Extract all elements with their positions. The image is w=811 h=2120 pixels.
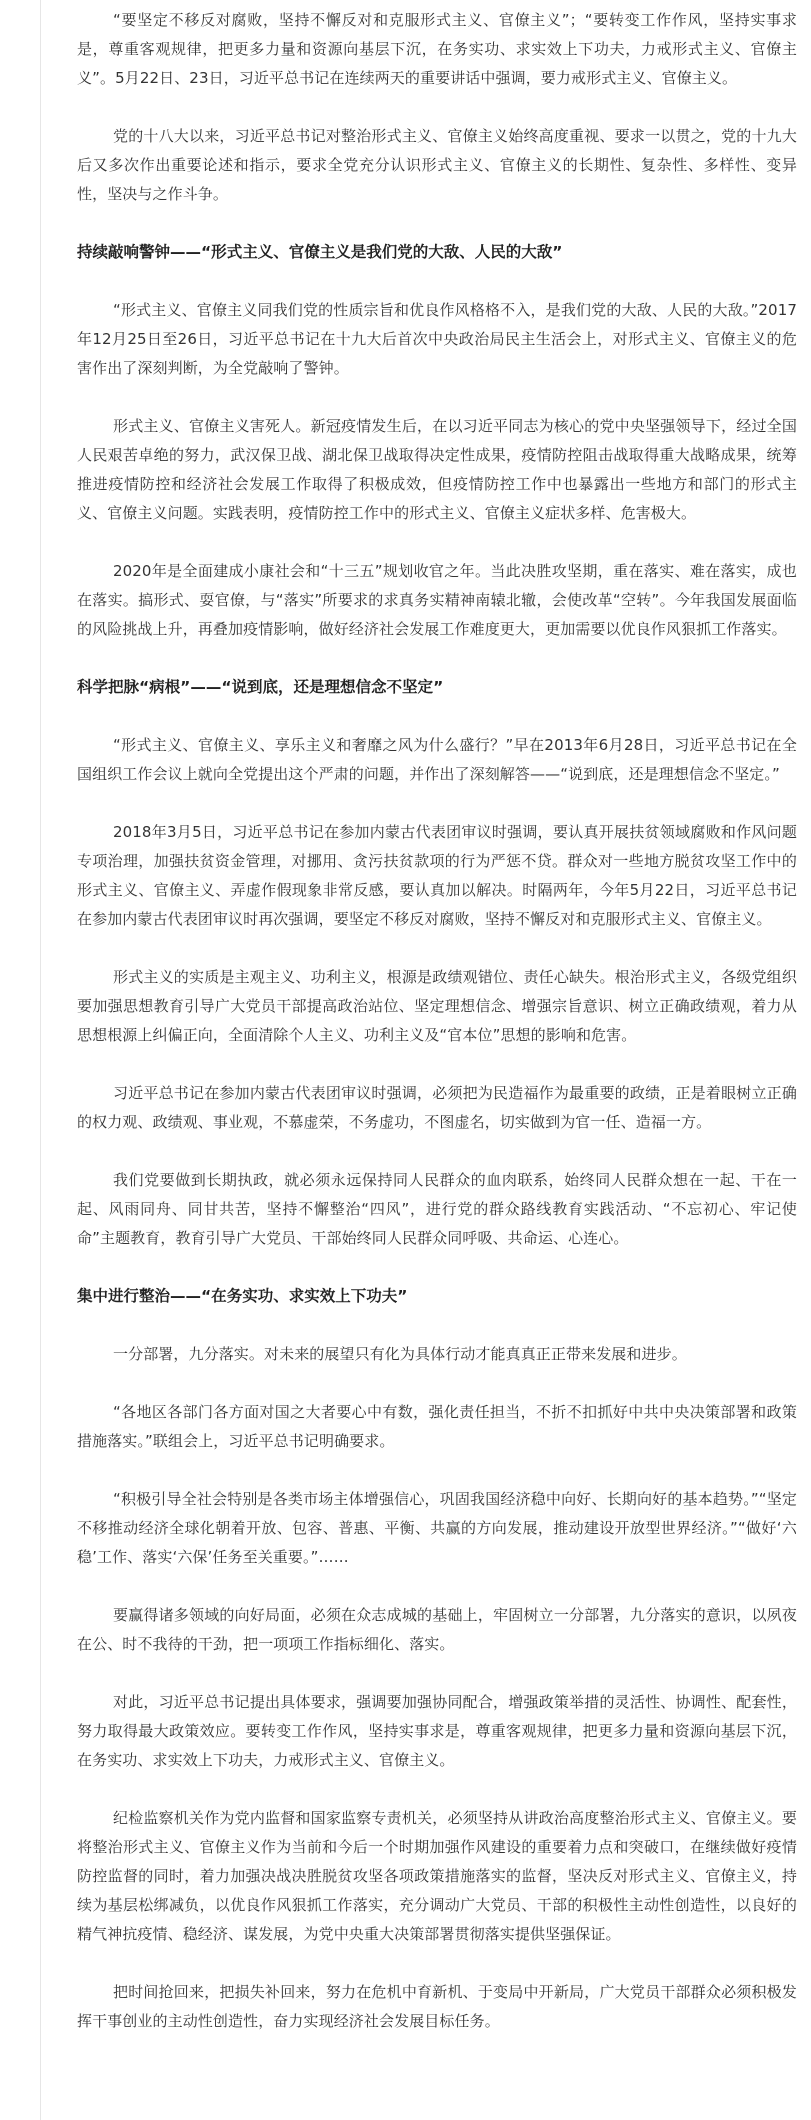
paragraph: 2018年3月5日，习近平总书记在参加内蒙古代表团审议时强调，要认真开展扶贫领域腐败和作风问题专项治理，加强扶贫资金管理，对挪用、贪污扶贫款项的行为严惩不贷。群众对一些地方脱贫攻坚工作中的形式主义、官僚主义、弄虚作假现象非常反感，要认真加以解决。时隔两年，今年5月22日，习近平总书记在参加内蒙古代表团审议时再次强调，要坚定不移反对腐败，坚持不懈反对和克服形式主义、官僚主义。 bbox=[77, 823, 797, 928]
paragraph: 把时间抢回来，把损失补回来，努力在危机中育新机、于变局中开新局，广大党员干部群众必须积极发挥干事创业的主动性创造性，奋力实现经济社会发展目标任务。 bbox=[77, 1983, 797, 2030]
paragraph: 党的十八大以来，习近平总书记对整治形式主义、官僚主义始终高度重视、要求一以贯之，党的十九大后又多次作出重要论述和指示，要求全党充分认识形式主义、官僚主义的长期性、复杂性、多样性、变异性，坚决与之作斗争。 bbox=[77, 127, 797, 203]
paragraph: 形式主义的实质是主观主义、功利主义，根源是政绩观错位、责任心缺失。根治形式主义，各级党组织要加强思想教育引导广大党员干部提高政治站位、坚定理想信念、增强宗旨意识、树立正确政绩观，着力从思想根源上纠偏正向，全面清除个人主义、功利主义及“官本位”思想的影响和危害。 bbox=[77, 968, 797, 1044]
section-heading: 集中进行整治——“在务实功、求实效上下功夫” bbox=[77, 1287, 408, 1305]
paragraph: 一分部署，九分落实。对未来的展望只有化为具体行动才能真真正正带来发展和进步。 bbox=[113, 1345, 687, 1363]
paragraph: “积极引导全社会特别是各类市场主体增强信心，巩固我国经济稳中向好、长期向好的基本趋势。”“坚定不移推动经济全球化朝着开放、包容、普惠、平衡、共赢的方向发展，推动建设开放型世界经济。”“做好‘六稳’工作、落实‘六保’任务至关重要。”…… bbox=[77, 1490, 797, 1566]
paragraph: “形式主义、官僚主义、享乐主义和奢靡之风为什么盛行？”早在2013年6月28日，习近平总书记在全国组织工作会议上就向全党提出这个严肃的问题，并作出了深刻解答——“说到底，还是理想信念不坚定。” bbox=[77, 736, 797, 783]
paragraph: 纪检监察机关作为党内监督和国家监察专责机关，必须坚持从讲政治高度整治形式主义、官僚主义。要将整治形式主义、官僚主义作为当前和今后一个时期加强作风建设的重要着力点和突破口，在继续做好疫情防控监督的同时，着力加强决战决胜脱贫攻坚各项政策措施落实的监督，坚决反对形式主义、官僚主义，持续为基层松绑减负，以优良作风狠抓工作落实，充分调动广大党员、干部的积极性主动性创造性，以良好的精气神抗疫情、稳经济、谋发展，为党中央重大决策部署贯彻落实提供坚强保证。 bbox=[77, 1809, 797, 1943]
paragraph: 我们党要做到长期执政，就必须永远保持同人民群众的血肉联系，始终同人民群众想在一起、干在一起、风雨同舟、同甘共苦，坚持不懈整治“四风”，进行党的群众路线教育实践活动、“不忘初心、牢记使命”主题教育，教育引导广大党员、干部始终同人民群众同呼吸、共命运、心连心。 bbox=[77, 1171, 797, 1247]
paragraph: 对此，习近平总书记提出具体要求，强调要加强协同配合，增强政策举措的灵活性、协调性、配套性，努力取得最大政策效应。要转变工作作风，坚持实事求是，尊重客观规律，把更多力量和资源向基层下沉，在务实功、求实效上下功夫，力戒形式主义、官僚主义。 bbox=[77, 1693, 797, 1769]
paragraph: “形式主义、官僚主义同我们党的性质宗旨和优良作风格格不入，是我们党的大敌、人民的大敌。”2017年12月25日至26日，习近平总书记在十九大后首次中央政治局民主生活会上，对形式主义、官僚主义的危害作出了深刻判断，为全党敲响了警钟。 bbox=[77, 301, 797, 377]
section-heading: 科学把脉“病根”——“说到底，还是理想信念不坚定” bbox=[77, 678, 444, 696]
article-body bbox=[40, 0, 801, 2120]
paragraph: 形式主义、官僚主义害死人。新冠疫情发生后，在以习近平同志为核心的党中央坚强领导下，经过全国人民艰苦卓绝的努力，武汉保卫战、湖北保卫战取得决定性成果，疫情防控阻击战取得重大战略成果，统筹推进疫情防控和经济社会发展工作取得了积极成效，但疫情防控工作中也暴露出一些地方和部门的形式主义、官僚主义问题。实践表明，疫情防控工作中的形式主义、官僚主义症状多样、危害极大。 bbox=[77, 417, 797, 522]
paragraph: “要坚定不移反对腐败，坚持不懈反对和克服形式主义、官僚主义”；“要转变工作作风，坚持实事求是，尊重客观规律，把更多力量和资源向基层下沉，在务实功、求实效上下功夫，力戒形式主义、官僚主义”。5月22日、23日，习近平总书记在连续两天的重要讲话中强调，要力戒形式主义、官僚主义。 bbox=[77, 11, 797, 87]
paragraph: 要赢得诸多领域的向好局面，必须在众志成城的基础上，牢固树立一分部署，九分落实的意识，以夙夜在公、时不我待的干劲，把一项项工作指标细化、落实。 bbox=[77, 1606, 797, 1653]
article-content bbox=[41, 0, 797, 2036]
paragraph: 习近平总书记在参加内蒙古代表团审议时强调，必须把为民造福作为最重要的政绩，正是着眼树立正确的权力观、政绩观、事业观，不慕虚荣，不务虚功，不图虚名，切实做到为官一任、造福一方。 bbox=[77, 1084, 797, 1131]
section-heading: 持续敲响警钟——“形式主义、官僚主义是我们党的大敌、人民的大敌” bbox=[77, 243, 563, 261]
paragraph: 2020年是全面建成小康社会和“十三五”规划收官之年。当此决胜攻坚期，重在落实、难在落实，成也在落实。搞形式、耍官僚，与“落实”所要求的求真务实精神南辕北辙，会使改革“空转”。今年我国发展面临的风险挑战上升，再叠加疫情影响，做好经济社会发展工作难度更大，更加需要以优良作风狠抓工作落实。 bbox=[77, 562, 797, 638]
paragraph: “各地区各部门各方面对国之大者要心中有数，强化责任担当，不折不扣抓好中共中央决策部署和政策措施落实。”联组会上，习近平总书记明确要求。 bbox=[77, 1403, 797, 1450]
